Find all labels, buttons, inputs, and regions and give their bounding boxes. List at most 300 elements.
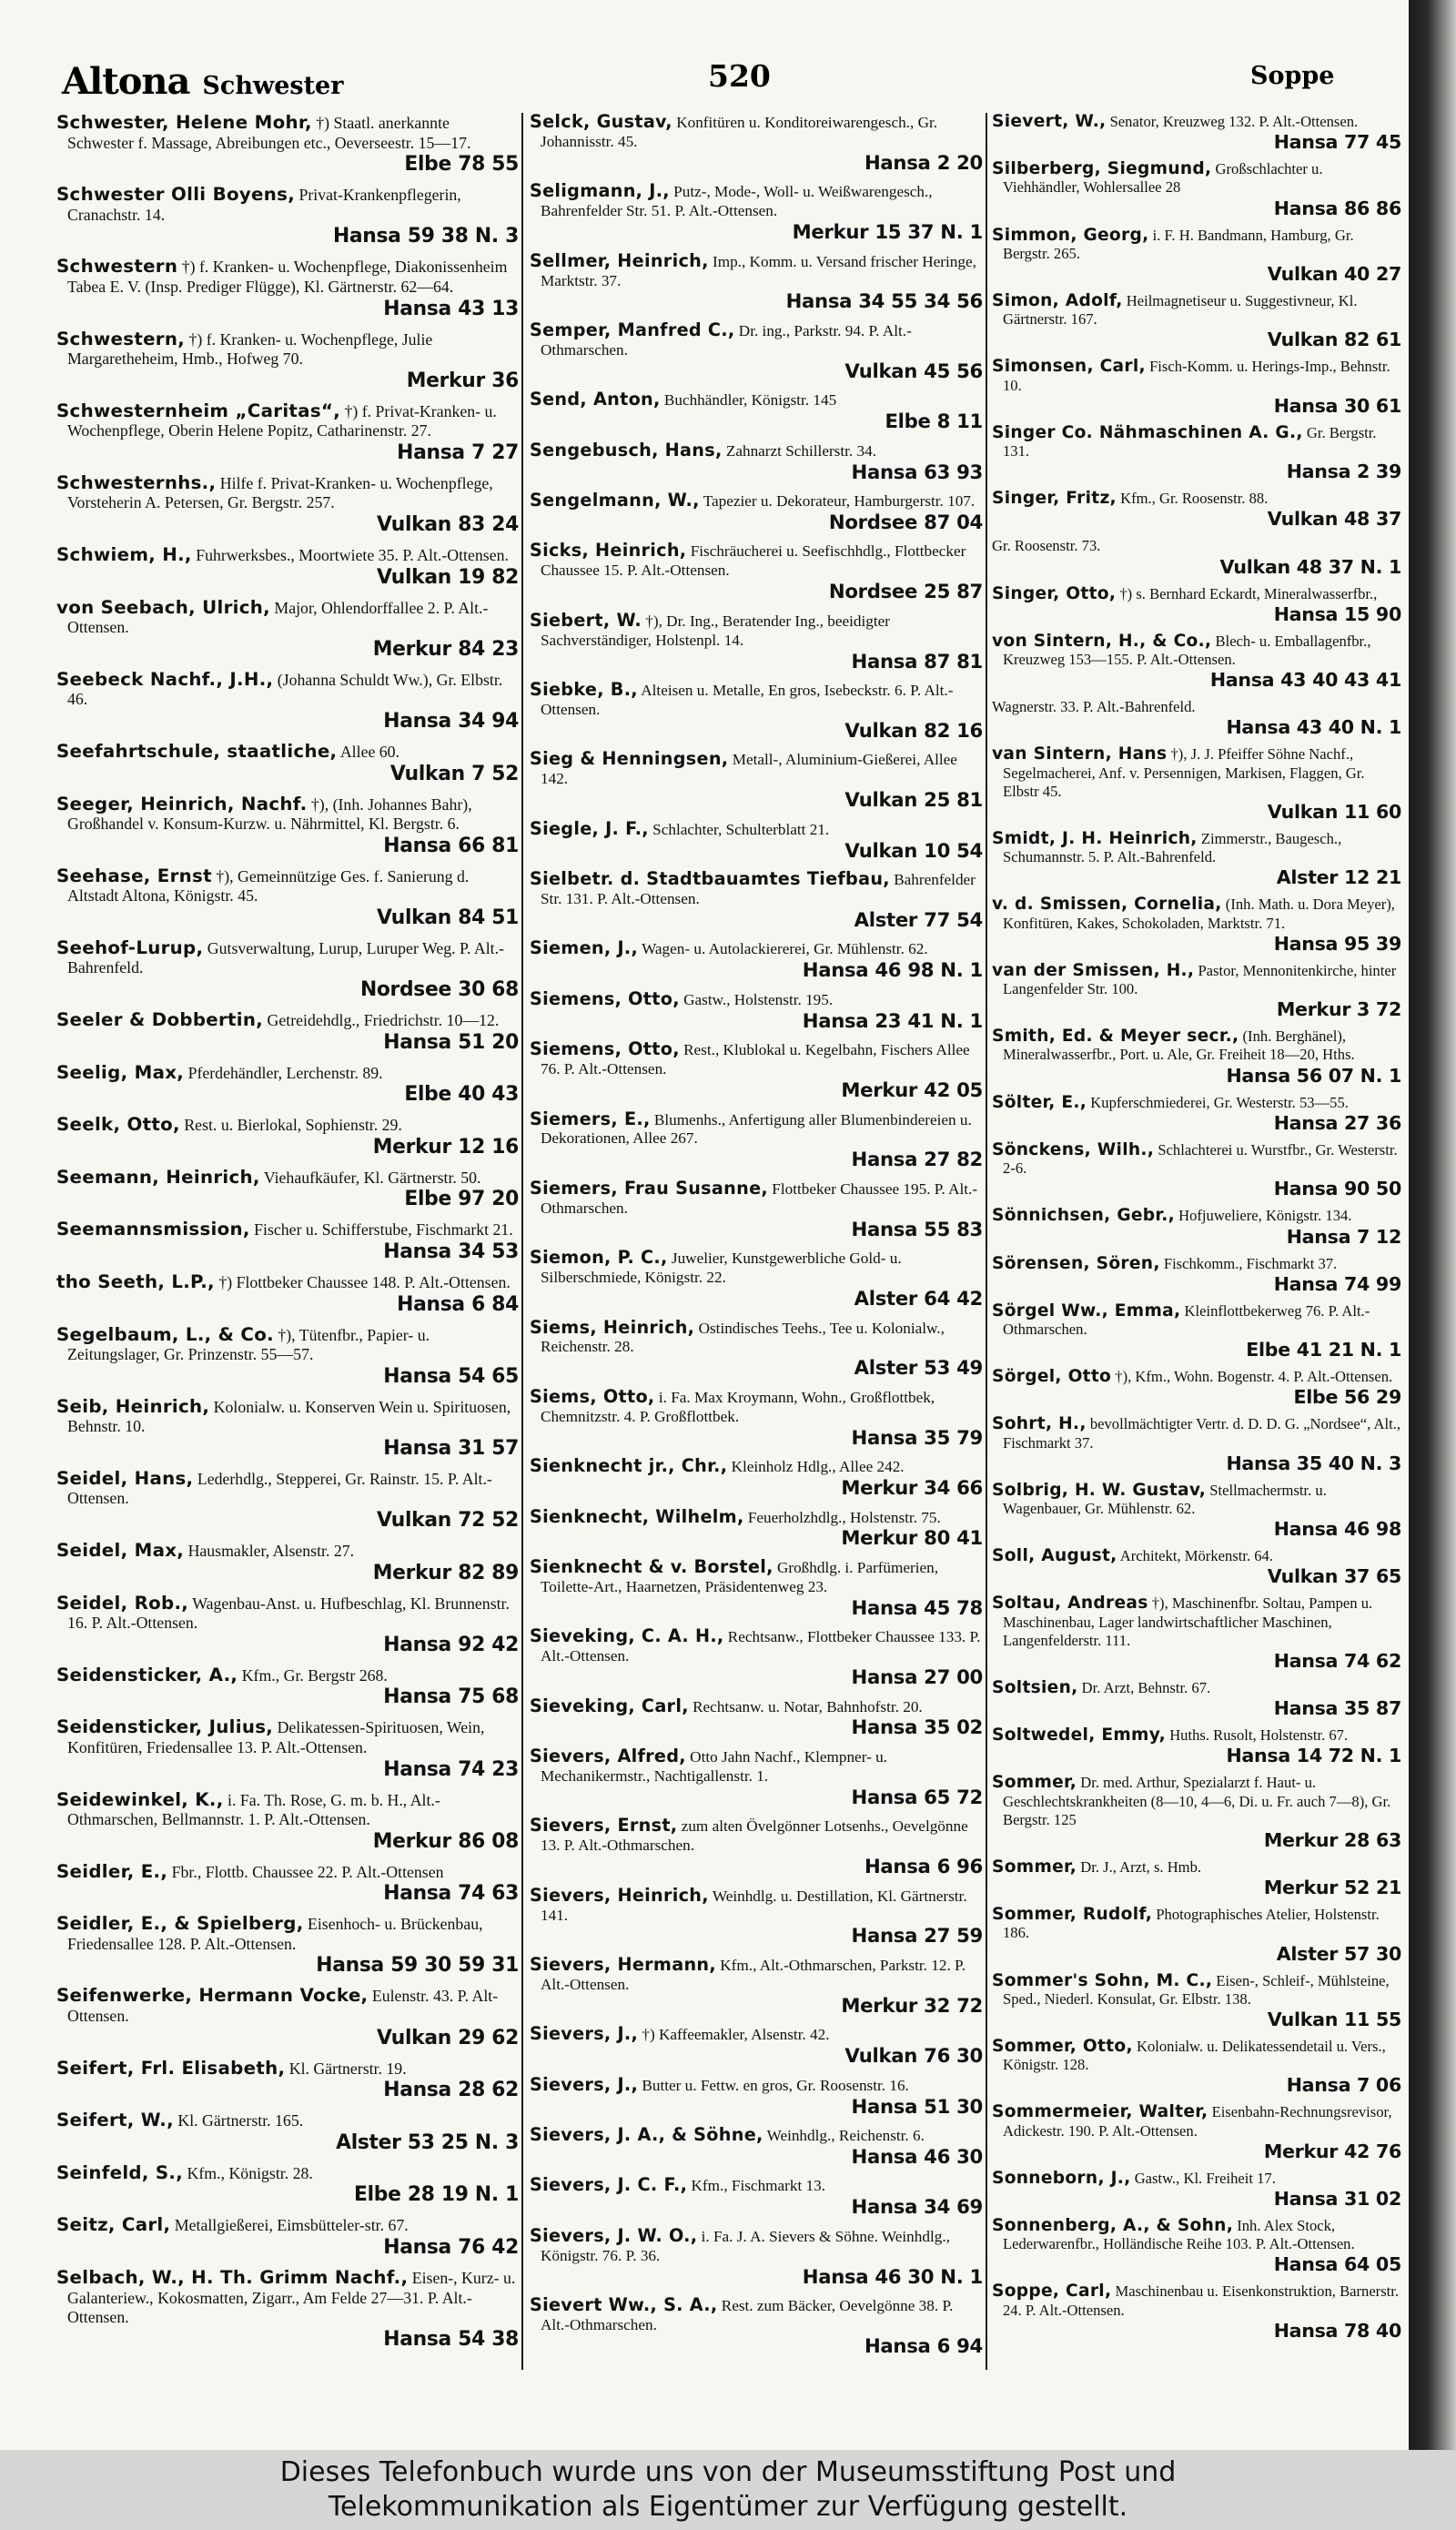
entry-details: Kleinholz Hdlg., Allee 242. xyxy=(731,1458,905,1476)
entry-details: Getreidehdlg., Friedrichstr. 10—12. xyxy=(267,1011,500,1030)
entry-details: Blech- u. Emballagenfbr., Kreuzweg 153—155. P. Alt.-Ottensen. xyxy=(1003,632,1371,669)
entry-name: Schwestern, xyxy=(56,328,186,349)
entry-details: †) Flottbeker Chaussee 148. P. Alt.-Ottensen. xyxy=(218,1272,511,1291)
entry-phone: Hansa 92 42 xyxy=(383,1633,519,1656)
entry-phone: Elbe 8 11 xyxy=(885,410,983,433)
directory-entry xyxy=(530,113,983,175)
entry-phone: Hansa 55 83 xyxy=(851,1217,983,1240)
entry-phone: Hansa 28 62 xyxy=(383,2079,519,2102)
entry-details: Butter u. Fettw. en gros, Gr. Roosenstr. 16. xyxy=(642,2076,909,2094)
entry-name: Siemen, J., xyxy=(530,937,639,959)
directory-entry xyxy=(56,545,519,589)
footer-line-2: Telekommunikation als Eigentümer zur Verfügung gestellt. xyxy=(328,2491,1128,2523)
entry-details: Kl. Gärtnerstr. 19. xyxy=(288,2059,407,2078)
entry-name: Seib, Heinrich, xyxy=(56,1395,210,1417)
directory-entry xyxy=(530,2224,983,2289)
directory-entry xyxy=(992,830,1401,889)
entry-name: Seelk, Otto, xyxy=(56,1114,180,1136)
entry-phone: Hansa 74 99 xyxy=(1273,1272,1401,1295)
entry-phone: Hansa 14 72 N. 1 xyxy=(1226,1745,1401,1767)
entry-details: Dr. med. Arthur, Spezialarzt f. Haut- u. Geschlechtskrankheiten (8—10, 4—6, Di. u. Fr. auch 7—8), Gr. Bergstr. 125 xyxy=(1003,1774,1391,1828)
entry-name: Soltsien, xyxy=(992,1677,1078,1697)
entry-details: †) f. Kranken- u. Wochenpflege, Diakonissenheim Tabea E. V. (Insp. Prediger Flügge), Kl. Gärtnerstr. 62—64. xyxy=(67,258,508,296)
directory-entry xyxy=(992,2103,1401,2162)
entry-details: †), Gemeinnützige Ges. f. Sanierung d. Altstadt Altona, Königstr. 45. xyxy=(67,866,470,906)
entry-phone: Merkur 28 63 xyxy=(1263,1828,1401,1851)
entry-phone: Vulkan 84 51 xyxy=(376,906,519,929)
entry-name: Seitz, Carl, xyxy=(56,2214,171,2236)
entry-phone: Hansa 27 00 xyxy=(851,1665,983,1689)
directory-entry xyxy=(992,1027,1401,1087)
entry-name: Sieg & Henningsen, xyxy=(530,748,729,770)
entry-phone: Hansa 6 94 xyxy=(864,2333,983,2357)
directory-entry xyxy=(992,1368,1401,1408)
directory-entry xyxy=(56,1063,519,1107)
entry-phone: Hansa 31 02 xyxy=(1273,2187,1401,2210)
entry-phone: Hansa 46 30 xyxy=(851,2144,983,2168)
directory-entry xyxy=(530,1457,983,1500)
entry-name: Sienknecht jr., Chr., xyxy=(530,1455,728,1477)
directory-entry xyxy=(530,1505,983,1551)
entry-details: Wagnerstr. 33. P. Alt.-Bahrenfeld. xyxy=(992,698,1196,716)
entry-phone: Hansa 86 86 xyxy=(1273,197,1401,219)
entry-details: Hofjuweliere, Königstr. 134. xyxy=(1178,1207,1352,1225)
directory-entry xyxy=(992,896,1401,955)
entry-phone: Merkur 86 08 xyxy=(372,1829,519,1853)
entry-details: Pferdehändler, Lerchenstr. 89. xyxy=(187,1063,383,1082)
directory-entry xyxy=(56,1717,519,1781)
entry-details: Weinhdlg. u. Destillation, Kl. Gärtnerstr. 141. xyxy=(541,1887,967,1924)
entry-name: Simon, Adolf, xyxy=(992,291,1123,311)
entry-details: Feuerholzhdlg., Holstenstr. 75. xyxy=(747,1508,941,1526)
entry-details: †) Kaffeemakler, Alsenstr. 42. xyxy=(642,2026,830,2044)
entry-phone: Vulkan 37 65 xyxy=(1267,1565,1401,1588)
entry-name: Sievers, Ernst, xyxy=(530,1815,678,1837)
entry-name: Singer Co. Nähmaschinen A. G., xyxy=(992,422,1303,442)
entry-details: Otto Jahn Nachf., Klempner- u. Mechanikermstr., Nachtigallenstr. 1. xyxy=(541,1747,887,1785)
entry-details: Kfm., Gr. Bergstr 268. xyxy=(241,1665,388,1685)
entry-phone: Hansa 6 84 xyxy=(397,1292,519,1316)
entry-details: Kfm., Königstr. 28. xyxy=(187,2163,313,2182)
entry-details: Großschlachter u. Viehhändler, Wohlersallee 28 xyxy=(1003,160,1323,197)
entry-details: Allee 60. xyxy=(339,742,400,761)
directory-entry xyxy=(992,160,1401,219)
entry-name: Sielbetr. d. Stadtbauamtes Tiefbau, xyxy=(530,868,890,890)
directory-entry xyxy=(56,185,519,248)
directory-entry xyxy=(992,2217,1401,2276)
entry-name: Seeler & Dobbertin, xyxy=(56,1009,264,1031)
entry-details: i. Fa. J. A. Sievers & Söhne. Weinhdlg., Königstr. 76. P. 36. xyxy=(541,2227,950,2264)
entry-details: Zahnarzt Schillerstr. 34. xyxy=(725,441,876,460)
entry-phone: Vulkan 45 56 xyxy=(844,359,983,382)
entry-phone: Hansa 35 87 xyxy=(1273,1697,1401,1720)
entry-phone: Vulkan 82 61 xyxy=(1267,329,1401,351)
directory-entry xyxy=(56,401,519,465)
entry-name: Seifert, W., xyxy=(56,2110,174,2131)
directory-entry xyxy=(992,1679,1401,1719)
entry-name: Seligmann, J., xyxy=(530,180,670,202)
entry-details: †) f. Privat-Kranken- u. Wochenpflege, Oberin Helene Popitz, Catharinenstr. 27. xyxy=(67,401,497,440)
directory-entry xyxy=(530,870,983,932)
entry-name: Sörensen, Sören, xyxy=(992,1253,1160,1273)
entry-phone: Hansa 87 81 xyxy=(851,649,983,673)
entry-name: Sommer, xyxy=(992,1857,1077,1877)
column-divider xyxy=(986,113,987,2370)
entry-name: Semper, Manfred C., xyxy=(530,319,735,340)
directory-entry xyxy=(992,585,1401,625)
directory-entry xyxy=(992,1094,1401,1134)
entry-details: Weinhdlg., Reichenstr. 6. xyxy=(766,2127,925,2145)
entry-name: Sievers, J. A., & Söhne, xyxy=(530,2124,763,2146)
entry-phone: Elbe 28 19 N. 1 xyxy=(354,2183,519,2207)
entry-phone: Vulkan 25 81 xyxy=(844,788,983,812)
entry-phone: Hansa 90 50 xyxy=(1273,1178,1401,1200)
entry-phone: Vulkan 29 62 xyxy=(376,2026,519,2049)
entry-details: Putz-, Mode-, Woll- u. Weißwarengesch., Bahrenfelder Str. 51. P. Alt.-Ottensen. xyxy=(541,183,933,220)
entry-name: Seidewinkel, K., xyxy=(56,1788,224,1810)
directory-entry xyxy=(530,2126,983,2169)
entry-name: Schwiem, H., xyxy=(56,544,192,566)
directory-entry xyxy=(530,987,983,1033)
entry-name: Siebke, B., xyxy=(530,679,638,701)
entry-name: Sievers, J., xyxy=(530,2023,639,2045)
entry-name: van der Smissen, H., xyxy=(992,960,1195,980)
entry-name: Schwesternheim „Caritas“, xyxy=(56,400,341,421)
entry-name: Sonneborn, J., xyxy=(992,2168,1131,2188)
entry-details: Eisenbahn-Rechnungsrevisor, Adickestr. 190. P. Alt.-Ottensen. xyxy=(1003,2103,1392,2140)
entry-name: Sommer, xyxy=(992,1773,1077,1793)
entry-phone: Hansa 34 69 xyxy=(851,2195,983,2219)
entry-phone: Hansa 46 98 N. 1 xyxy=(802,958,983,982)
entry-name: von Seebach, Ulrich, xyxy=(56,596,270,618)
footer-notice xyxy=(0,2450,1456,2530)
entry-name: Seelig, Max, xyxy=(56,1061,185,1083)
directory-entry xyxy=(992,490,1401,530)
entry-details: Kl. Gärtnerstr. 165. xyxy=(177,2111,304,2130)
entry-phone: Alster 57 30 xyxy=(1276,1942,1401,1965)
directory-entry xyxy=(992,1255,1401,1295)
entry-name: Siebert, W. xyxy=(530,609,642,631)
entry-details: Viehaufkäufer, Kl. Gärtnerstr. 50. xyxy=(263,1168,481,1187)
column-divider xyxy=(521,113,523,2370)
entry-phone: Hansa 27 59 xyxy=(851,1924,983,1948)
entry-details: Hilfe f. Privat-Kranken- u. Wochenpflege, Vorsteherin A. Petersen, Gr. Bergstr. 257. xyxy=(67,473,493,512)
entry-details: Buchhändler, Königstr. 145 xyxy=(663,391,837,410)
entry-phone: Merkur 3 72 xyxy=(1276,998,1401,1021)
entry-phone: Hansa 35 02 xyxy=(851,1715,983,1739)
entry-phone: Vulkan 19 82 xyxy=(376,565,519,589)
entry-details: Photographisches Atelier, Holstenstr. 186. xyxy=(1003,1906,1380,1942)
directory-entry xyxy=(530,1817,983,1878)
directory-entry xyxy=(56,257,519,320)
entry-name: Soltau, Andreas xyxy=(992,1594,1148,1614)
book-spine-shadow xyxy=(1409,0,1456,2450)
entry-phone: Hansa 2 20 xyxy=(864,150,983,174)
directory-entry xyxy=(56,2059,519,2102)
directory-entry xyxy=(992,1547,1401,1587)
entry-details: Gr. Bergstr. 131. xyxy=(1003,423,1377,460)
entry-details: Fuhrwerksbes., Moortwiete 35. P. Alt.-Ottensen. xyxy=(196,546,509,565)
entry-phone: Hansa 46 30 N. 1 xyxy=(802,2264,983,2288)
entry-name: Schwesternhs., xyxy=(56,471,217,493)
entry-name: Smidt, J. H. Heinrich, xyxy=(992,829,1198,849)
entry-phone: Hansa 43 40 43 41 xyxy=(1209,669,1401,692)
directory-entry xyxy=(992,1207,1401,1247)
entry-details: Rest. u. Bierlokal, Sophienstr. 29. xyxy=(184,1116,402,1135)
entry-details: Alteisen u. Metalle, En gros, Isebeckstr. 6. P. Alt.-Ottensen. xyxy=(541,682,954,718)
entry-details: Rest., Klublokal u. Kegelbahn, Fischers Allee 76. P. Alt.-Ottensen. xyxy=(541,1041,970,1078)
header-city: Altona xyxy=(62,60,190,103)
directory-entry xyxy=(530,541,983,603)
directory-entry xyxy=(530,1953,983,2018)
entry-details: Rechtsanw., Flottbeker Chaussee 133. P. Alt.-Ottensen. xyxy=(541,1628,981,1665)
entry-phone: Elbe 56 29 xyxy=(1293,1386,1401,1409)
directory-entry xyxy=(56,1168,519,1211)
entry-details: Kolonialw. u. Delikatessendetail u. Vers., Königstr. 128. xyxy=(1003,2037,1386,2074)
directory-entry xyxy=(530,182,983,244)
entry-details: Flottbeker Chaussee 195. P. Alt.-Othmarschen. xyxy=(541,1179,978,1217)
directory-entry xyxy=(56,938,519,1002)
directory-entry xyxy=(992,745,1401,823)
entry-details: Metall-, Aluminium-Gießerei, Allee 142. xyxy=(541,751,957,788)
directory-entry xyxy=(56,598,519,662)
entry-details: (Inh. Berghänel), Mineralwasserfbr., Port. u. Ale, Gr. Freiheit 18—20, Hths. xyxy=(1003,1027,1355,1064)
directory-entry xyxy=(530,249,983,314)
entry-details: Huths. Rusolt, Holstenstr. 67. xyxy=(1169,1726,1349,1745)
entry-name: Siemens, Otto, xyxy=(530,987,680,1009)
entry-name: Sicks, Heinrich, xyxy=(530,540,687,562)
entry-name: Sengelmann, W., xyxy=(530,490,700,511)
entry-phone: Hansa 34 94 xyxy=(383,709,519,733)
entry-name: Sienknecht, Wilhelm, xyxy=(530,1505,744,1527)
entry-phone: Hansa 15 90 xyxy=(1273,602,1401,625)
directory-entry xyxy=(56,1541,519,1584)
entry-name: Solbrig, H. W. Gustav, xyxy=(992,1480,1207,1500)
entry-details: Dr. Arzt, Behnstr. 67. xyxy=(1081,1678,1211,1696)
entry-details: Kfm., Alt.-Othmarschen, Parkstr. 12. P. Alt.-Ottensen. xyxy=(541,1956,966,1993)
entry-phone: Hansa 46 98 xyxy=(1273,1518,1401,1541)
entry-name: Schwester Olli Boyens, xyxy=(56,184,296,206)
entry-phone: Vulkan 82 16 xyxy=(844,718,983,742)
entry-name: Segelbaum, L., & Co. xyxy=(56,1323,274,1345)
entry-details: Kupferschmiederei, Gr. Westerstr. 53—55. xyxy=(1090,1093,1349,1111)
entry-name: Seefahrtschule, staatliche, xyxy=(56,740,338,762)
directory-entry xyxy=(530,2025,983,2068)
entry-name: Seemann, Heinrich, xyxy=(56,1166,260,1188)
entry-details: Dr. J., Arzt, s. Hmb. xyxy=(1080,1857,1202,1876)
entry-details: Zimmerstr., Baugesch., Schumannstr. 5. P. Alt.-Bahrenfeld. xyxy=(1003,830,1342,866)
directory-entry xyxy=(530,681,983,743)
entry-details: Kolonialw. u. Konserven Wein u. Spirituosen, Behnstr. 10. xyxy=(67,1397,511,1436)
entry-name: Seebeck Nachf., J.H., xyxy=(56,668,274,690)
directory-entry xyxy=(530,1884,983,1948)
entry-details: Gastw., Holstenstr. 195. xyxy=(683,990,834,1008)
entry-details: Dr. ing., Parkstr. 94. P. Alt.-Othmarschen. xyxy=(541,321,912,359)
entry-details: Ostindisches Teehs., Tee u. Kolonialw., Reichenstr. 28. xyxy=(541,1319,945,1356)
entry-phone: Hansa 27 36 xyxy=(1273,1111,1401,1134)
directory-column-2 xyxy=(530,113,983,2370)
entry-phone: Vulkan 7 52 xyxy=(389,762,519,785)
directory-entry xyxy=(530,750,983,812)
directory-entry xyxy=(56,1272,519,1316)
entry-phone: Alster 53 49 xyxy=(854,1356,983,1380)
entry-details: Rechtsanw. u. Notar, Bahnhofstr. 20. xyxy=(693,1697,923,1715)
directory-entry xyxy=(530,1385,983,1450)
entry-name: Seidler, E., xyxy=(56,1860,168,1882)
entry-phone: Hansa 51 30 xyxy=(851,2094,983,2118)
directory-entry xyxy=(992,962,1401,1021)
entry-phone: Hansa 65 72 xyxy=(851,1785,983,1808)
directory-entry xyxy=(992,1141,1401,1200)
entry-details: Kfm., Fischmarkt 13. xyxy=(691,2177,826,2195)
entry-phone: Hansa 7 12 xyxy=(1286,1225,1401,1248)
entry-phone: Elbe 41 21 N. 1 xyxy=(1246,1339,1401,1361)
entry-name: Soll, August, xyxy=(992,1546,1117,1566)
entry-name: Seifenwerke, Hermann Vocke, xyxy=(56,1985,369,2007)
entry-name: v. d. Smissen, Cornelia, xyxy=(992,895,1222,915)
entry-phone: Hansa 59 30 59 31 xyxy=(316,1954,519,1978)
entry-phone: Merkur 80 41 xyxy=(841,1526,983,1550)
entry-phone: Hansa 7 27 xyxy=(397,440,519,464)
directory-entry xyxy=(56,2110,519,2154)
directory-entry xyxy=(530,321,983,383)
entry-name: Sörgel Ww., Emma, xyxy=(992,1300,1181,1321)
entry-phone: Elbe 78 55 xyxy=(404,153,519,177)
directory-entry xyxy=(530,1316,983,1381)
entry-details: Schlachter, Schulterblatt 21. xyxy=(652,820,830,838)
entry-name: Schwestern xyxy=(56,256,178,278)
entry-phone: Hansa 74 63 xyxy=(383,1882,519,1906)
directory-entry xyxy=(992,2170,1401,2210)
directory-entry xyxy=(992,1972,1401,2031)
entry-phone: Merkur 32 72 xyxy=(841,1993,983,2017)
entry-phone: Hansa 78 40 xyxy=(1273,2319,1401,2342)
entry-details: zum alten Övelgönner Lotsenhs., Oevelgönne 13. P. Alt.-Othmarschen. xyxy=(541,1817,968,1855)
entry-phone: Hansa 66 81 xyxy=(383,834,519,857)
entry-details: i. F. H. Bandmann, Hamburg, Gr. Bergstr. 265. xyxy=(1003,226,1354,262)
entry-details: Schlachterei u. Wurstfbr., Gr. Westerstr. 2-6. xyxy=(1003,1140,1398,1178)
entry-name: Seidensticker, A., xyxy=(56,1664,238,1685)
entry-phone: Nordsee 87 04 xyxy=(828,510,983,533)
entry-name: Sommer, Rudolf, xyxy=(992,1905,1153,1925)
entry-phone: Alster 64 42 xyxy=(854,1287,983,1310)
entry-details: †), J. J. Pfeiffer Söhne Nachf., Segelmacherei, Anf. v. Persennigen, Markisen, Flaggen, Gr. Elbstr 45. xyxy=(1003,745,1365,800)
entry-phone: Hansa 30 61 xyxy=(1273,394,1401,417)
directory-entry xyxy=(56,1665,519,1709)
entry-phone: Hansa 75 68 xyxy=(383,1685,519,1709)
entry-name: Simmon, Georg, xyxy=(992,225,1149,245)
directory-entry xyxy=(56,742,519,785)
entry-phone: Vulkan 48 37 N. 1 xyxy=(1219,555,1401,578)
entry-details: Eisenhoch- u. Brückenbau, Friedensallee 128. P. Alt.-Ottensen. xyxy=(67,1915,483,1953)
header-first-word: Schwester xyxy=(202,72,344,100)
entry-details: Imp., Komm. u. Versand frischer Heringe, Marktstr. 37. xyxy=(541,252,976,289)
entry-phone: Merkur 42 76 xyxy=(1263,2140,1401,2162)
entry-details: Fbr., Flottb. Chaussee 22. P. Alt.-Ottensen xyxy=(171,1862,444,1881)
entry-name: Siemers, E., xyxy=(530,1108,651,1129)
directory-entry xyxy=(992,292,1401,351)
entry-details: Kfm., Gr. Roosenstr. 88. xyxy=(1120,490,1269,508)
entry-details: Stellmachermstr. u. Wagenbauer, Gr. Mühlenstr. 62. xyxy=(1003,1481,1327,1517)
entry-phone: Hansa 34 53 xyxy=(383,1240,519,1263)
directory-entry xyxy=(56,1010,519,1054)
entry-details: Pastor, Mennonitenkirche, hinter Langenfelder Str. 100. xyxy=(1003,961,1397,998)
directory-entry xyxy=(56,113,519,177)
directory-entry xyxy=(56,1790,519,1854)
entry-name: Seeger, Heinrich, Nachf. xyxy=(56,793,308,815)
entry-details: Fisch-Komm. u. Herings-Imp., Behnstr. 10. xyxy=(1003,358,1390,394)
entry-details: Metallgießerei, Eimsbütteler-str. 67. xyxy=(174,2216,409,2235)
directory-entry xyxy=(530,817,983,863)
entry-name: Seidler, E., & Spielberg, xyxy=(56,1913,304,1935)
directory-entry xyxy=(992,358,1401,417)
entry-phone: Hansa 64 05 xyxy=(1273,2253,1401,2276)
entry-name: Sönnichsen, Gebr., xyxy=(992,1206,1175,1226)
directory-entry xyxy=(56,866,519,930)
directory-entry xyxy=(992,1482,1401,1541)
entry-name: Seemannsmission, xyxy=(56,1219,250,1240)
directory-column-1 xyxy=(56,113,519,2370)
directory-entry xyxy=(56,1914,519,1978)
entry-details: bevollmächtigter Vertr. d. D. D. G. „Nordsee“, Alt., Fischmarkt 37. xyxy=(1003,1415,1401,1452)
entry-phone: Vulkan 10 54 xyxy=(844,838,983,862)
directory-entry xyxy=(530,390,983,433)
entry-name: Sonnenberg, A., & Sohn, xyxy=(992,2215,1234,2235)
entry-name: Soppe, Carl, xyxy=(992,2282,1112,2302)
entry-details: Gr. Roosenstr. 73. xyxy=(992,537,1101,555)
entry-name: Sievert, W., xyxy=(992,113,1107,131)
directory-entry xyxy=(992,113,1401,153)
entry-name: Sengebusch, Hans, xyxy=(530,439,723,460)
entry-name: Sievers, Alfred, xyxy=(530,1745,686,1766)
directory-entry xyxy=(530,1110,983,1172)
entry-phone: Merkur 42 05 xyxy=(841,1078,983,1102)
entry-phone: Hansa 7 06 xyxy=(1286,2074,1401,2097)
entry-phone: Vulkan 11 55 xyxy=(1267,2008,1401,2030)
entry-details: Fischer u. Schifferstube, Fischmarkt 21. xyxy=(254,1220,513,1240)
entry-phone: Hansa 35 40 N. 3 xyxy=(1226,1452,1401,1474)
entry-details: Juwelier, Kunstgewerbliche Gold- u. Silberschmiede, Königstr. 22. xyxy=(541,1250,902,1287)
directory-entry xyxy=(530,939,983,982)
entry-details: Eisen-, Kurz- u. Galanteriew., Kokosmatten, Zigarr., Am Felde 27—31. P. Alt.-Ottensen. xyxy=(67,2268,516,2327)
entry-name: Seidensticker, Julius, xyxy=(56,1716,274,1738)
entry-name: Siems, Otto, xyxy=(530,1385,655,1407)
entry-phone: Merkur 52 21 xyxy=(1263,1877,1401,1899)
directory-entry xyxy=(530,1697,983,1740)
entry-name: Sieveking, Carl, xyxy=(530,1695,689,1716)
entry-name: Silberberg, Siegmund, xyxy=(992,159,1212,179)
directory-entry xyxy=(992,1774,1401,1851)
entry-name: tho Seeth, L.P., xyxy=(56,1270,215,1292)
entry-details: Architekt, Mörkenstr. 64. xyxy=(1119,1547,1273,1565)
directory-entry xyxy=(992,424,1401,483)
entry-details: (Johanna Schuldt Ww.), Gr. Elbstr. 46. xyxy=(67,670,503,709)
entry-details: Heilmagnetiseur u. Suggestivneur, Kl. Gärtnerstr. 167. xyxy=(1003,292,1358,329)
directory-entry xyxy=(56,329,519,393)
directory-entry xyxy=(530,1179,983,1241)
directory-entry xyxy=(992,632,1401,692)
directory-entry xyxy=(56,1325,519,1389)
entry-name: Sölter, E., xyxy=(992,1092,1087,1112)
header-last-word: Soppe xyxy=(1250,62,1335,90)
entry-name: Sievers, J., xyxy=(530,2073,639,2095)
entry-phone: Merkur 84 23 xyxy=(372,637,519,661)
entry-details: Wagenbau-Anst. u. Hufbeschlag, Kl. Brunnenstr. 16. P. Alt.-Ottensen. xyxy=(67,1594,510,1633)
entry-details: Senator, Kreuzweg 132. P. Alt.-Ottensen. xyxy=(1109,113,1359,130)
directory-entry xyxy=(992,698,1401,738)
entry-details: (Inh. Math. u. Dora Meyer), Konfitüren, Kakes, Schokoladen, Marktstr. 71. xyxy=(1003,896,1395,932)
directory-entry xyxy=(530,2073,983,2119)
